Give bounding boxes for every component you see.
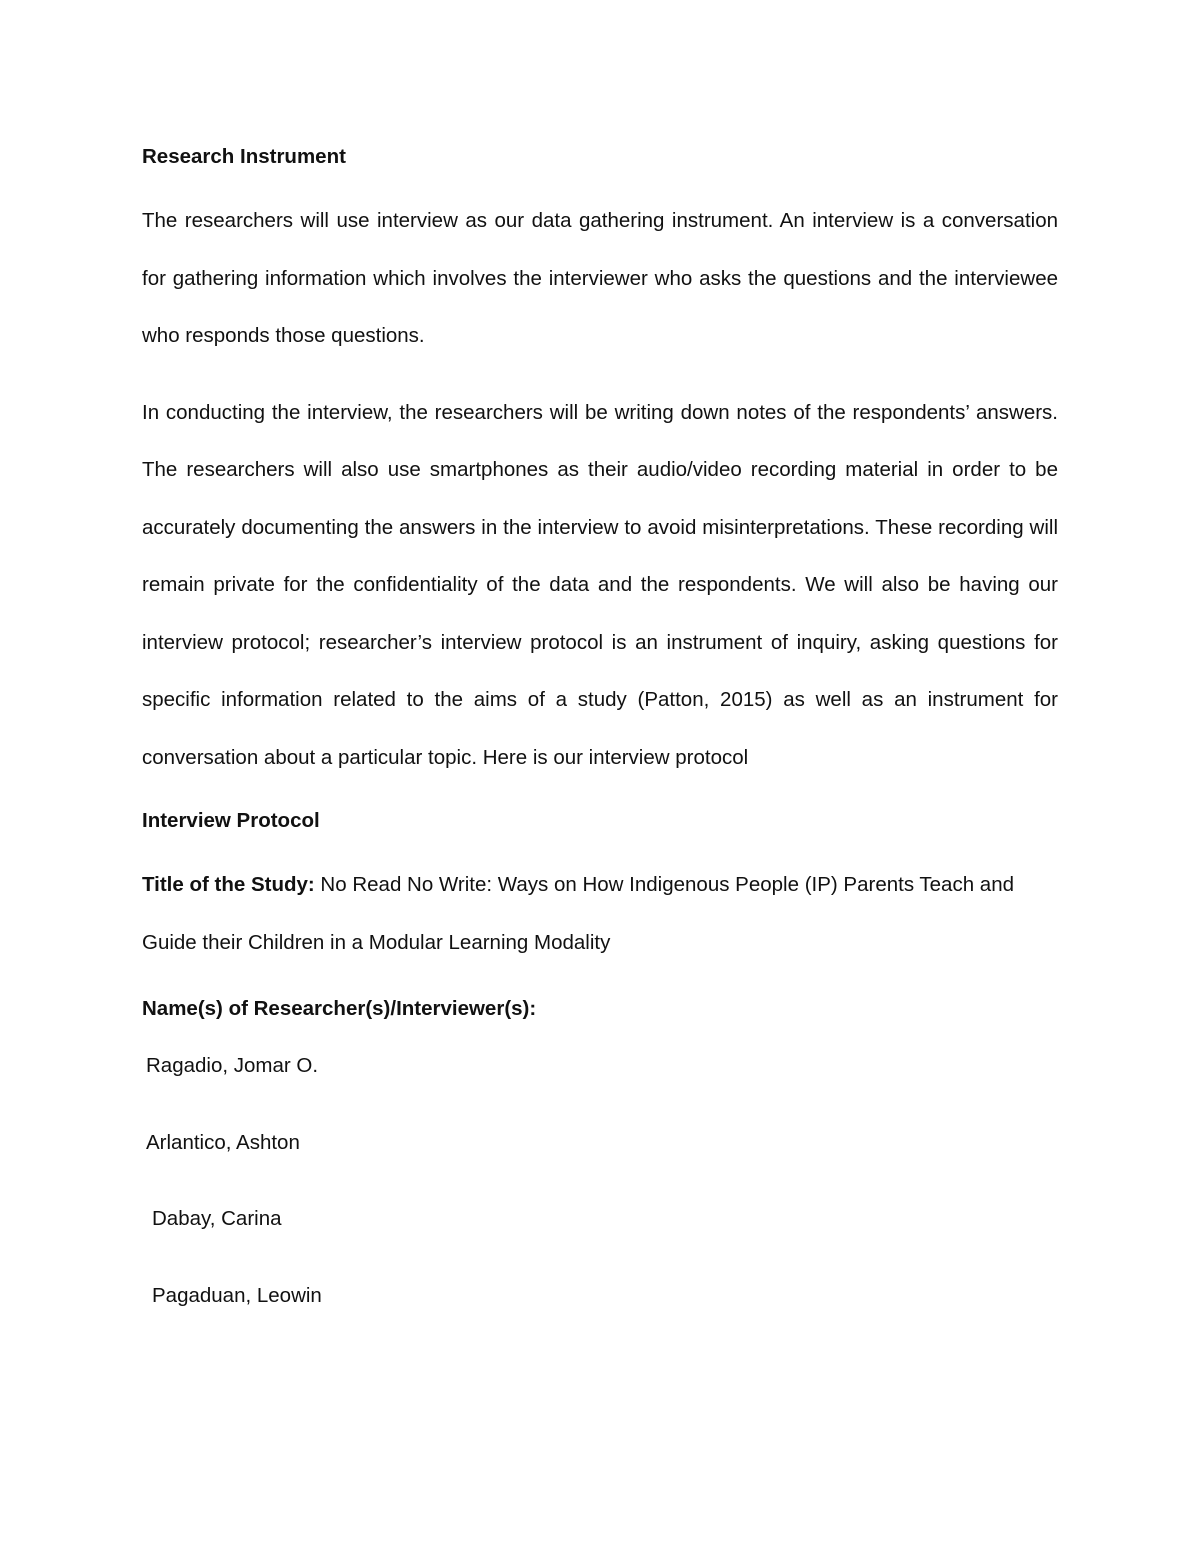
section-heading-interview-protocol: Interview Protocol: [142, 809, 320, 832]
study-title-label: Title of the Study:: [142, 873, 315, 896]
paragraph-interview-procedure: In conducting the interview, the researchers will be writing down notes of the respondents’ answers. The researchers will also use smartphones as their audio/video recording material in order to be accurately documenting the answers in the interview to avoid misinterpretations. These recording will remain private for the confidentiality of the data and the respondents. We will also be having our interview protocol; researcher’s interview protocol is an instrument of inquiry, asking questions for specific information related to the aims of a study (Patton, 2015) as well as an instrument for conversation about a particular topic. Here is our interview protocol: [142, 400, 1058, 769]
study-title-line: [142, 856, 1058, 971]
researchers-heading: Name(s) of Researcher(s)/Interviewer(s):: [142, 997, 537, 1020]
section-heading-research-instrument: Research Instrument: [142, 145, 346, 168]
document-body: [142, 141, 1058, 1353]
researcher-name: Ragadio, Jomar O.: [146, 1054, 319, 1077]
paragraph-interview-definition: The researchers will use interview as our data gathering instrument. An interview is a conversation for gathering information which involves the interviewer who asks the questions and the interviewee who responds those questions.: [142, 209, 1058, 347]
researcher-name: Dabay, Carina: [152, 1207, 282, 1230]
study-title-value: No Read No Write: Ways on How Indigenous People (IP) Parents Teach and Guide their Children in a Modular Learning Modality: [142, 873, 1014, 954]
researcher-name: Arlantico, Ashton: [146, 1130, 300, 1154]
researcher-name: Pagaduan, Leowin: [152, 1283, 322, 1307]
